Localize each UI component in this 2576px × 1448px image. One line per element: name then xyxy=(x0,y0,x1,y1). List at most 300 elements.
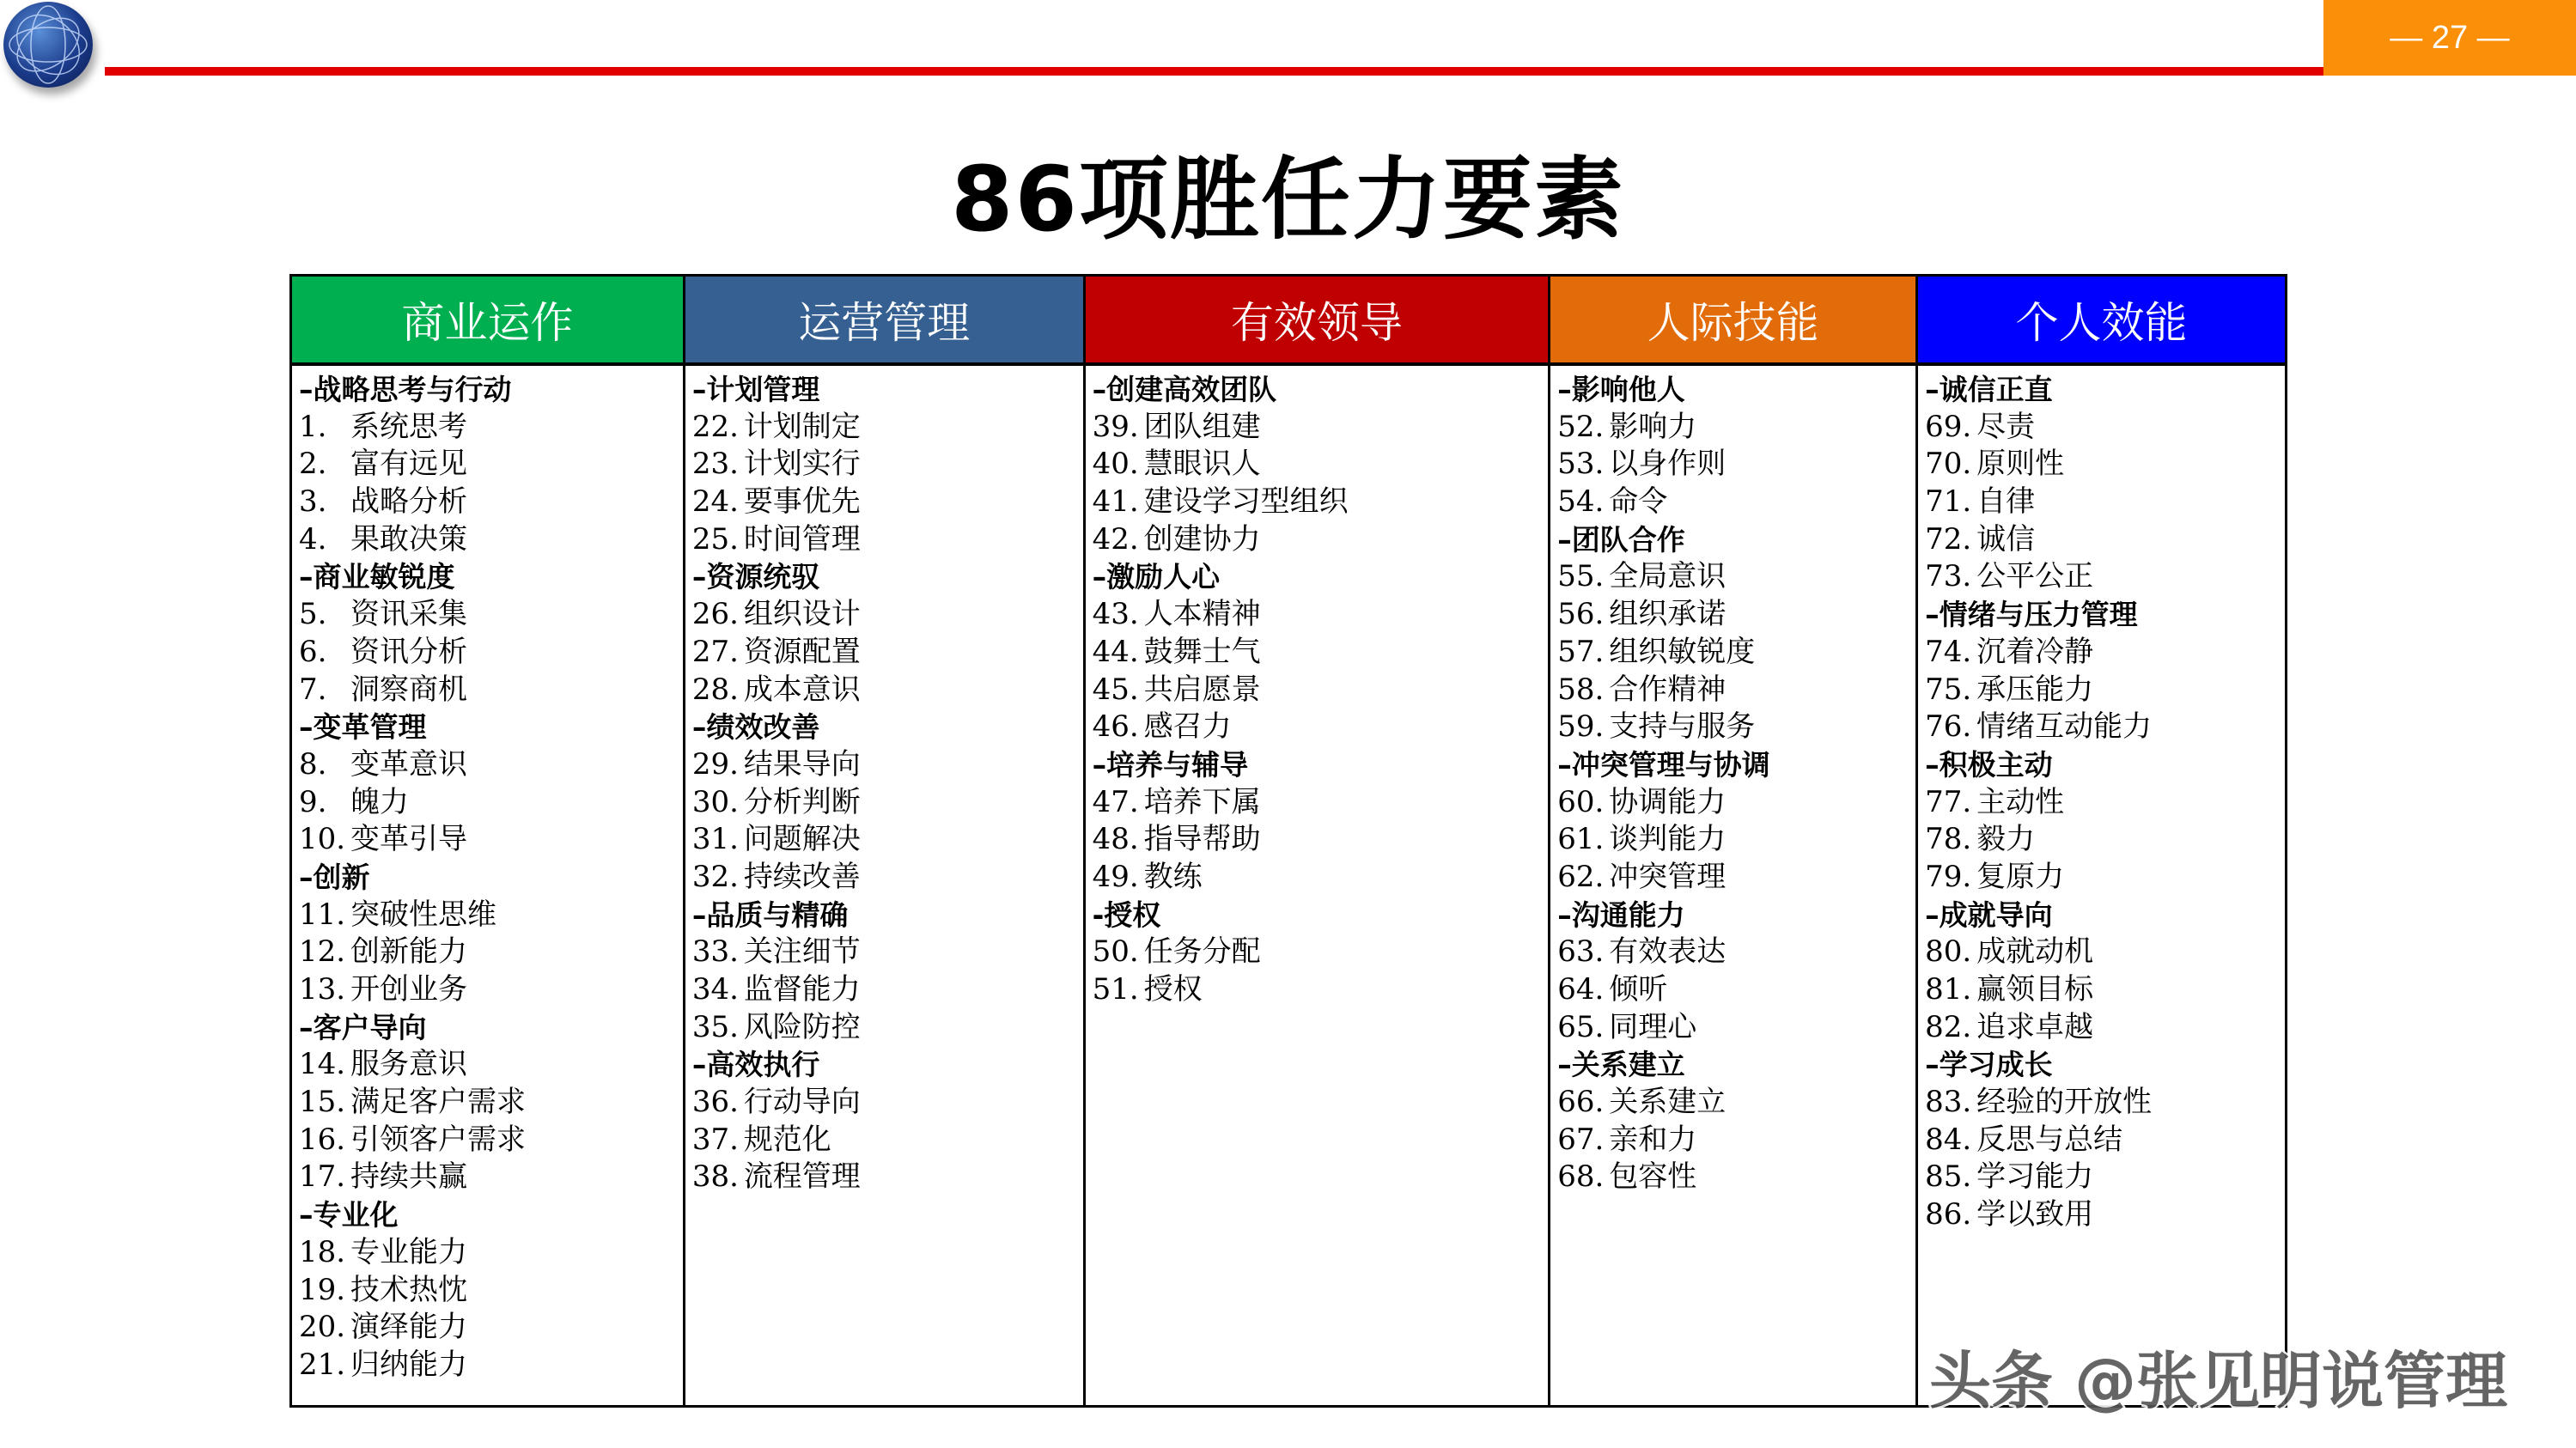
competency-item xyxy=(299,446,683,484)
item-number: 83. xyxy=(1925,1085,1972,1120)
item-label: 分析判断 xyxy=(743,784,861,819)
item-label: 创建协力 xyxy=(1143,521,1261,557)
item-label: –积极主动 xyxy=(1925,747,2053,782)
item-number: 69. xyxy=(1925,409,1972,444)
column-body xyxy=(685,366,1083,1196)
item-number: 48. xyxy=(1092,822,1139,857)
category-heading xyxy=(692,1046,1083,1084)
item-number: 81. xyxy=(1925,972,1972,1007)
item-number: 26. xyxy=(691,597,739,632)
item-number: 33. xyxy=(691,934,739,970)
item-number: 67. xyxy=(1557,1122,1605,1157)
competency-item xyxy=(692,1159,1083,1196)
competency-item xyxy=(299,1309,683,1347)
item-label: –计划管理 xyxy=(691,373,820,406)
item-number: 45. xyxy=(1092,672,1139,707)
item-label: 谈判能力 xyxy=(1609,822,1726,857)
item-label: 人本精神 xyxy=(1143,597,1261,632)
category-heading xyxy=(1093,746,1549,784)
item-label: 经验的开放性 xyxy=(1976,1085,2153,1120)
competency-item xyxy=(1093,934,1549,971)
competency-item xyxy=(1093,634,1549,672)
globe-icon xyxy=(3,2,93,88)
competency-item xyxy=(1093,821,1549,859)
item-number: 28. xyxy=(691,672,739,707)
competency-item xyxy=(692,1122,1083,1159)
item-number: 22. xyxy=(691,409,739,444)
competency-item xyxy=(1093,859,1549,897)
item-label: 合作精神 xyxy=(1609,672,1726,707)
item-number: 44. xyxy=(1092,634,1139,669)
category-heading xyxy=(692,709,1083,746)
category-heading xyxy=(1093,558,1549,596)
competency-item xyxy=(1557,1122,1915,1159)
item-number: 54. xyxy=(1557,484,1605,520)
item-number: 79. xyxy=(1925,859,1972,894)
item-number: 18. xyxy=(299,1234,346,1269)
item-number: 20. xyxy=(299,1310,346,1345)
category-heading xyxy=(299,1009,683,1047)
item-number: 41. xyxy=(1092,484,1139,520)
column-2 xyxy=(685,277,1086,1405)
item-label: –创建高效团队 xyxy=(1092,373,1277,406)
column-body xyxy=(292,366,683,1384)
column-body xyxy=(1918,366,2285,1234)
competency-item xyxy=(1557,821,1915,859)
category-heading xyxy=(1925,897,2285,934)
competency-item xyxy=(1925,634,2285,672)
item-label: 持续共赢 xyxy=(350,1159,467,1195)
category-heading xyxy=(1093,371,1549,409)
item-label: 慧眼识人 xyxy=(1143,447,1261,482)
item-label: –商业敏锐度 xyxy=(299,560,455,594)
item-label: 承压能力 xyxy=(1976,672,2094,707)
item-label: 学以致用 xyxy=(1976,1197,2094,1232)
competency-item xyxy=(1093,971,1549,1009)
item-label: 建设学习型组织 xyxy=(1143,484,1349,520)
item-number: 51. xyxy=(1092,972,1139,1007)
item-number: 10. xyxy=(299,822,346,857)
item-label: –高效执行 xyxy=(691,1048,820,1082)
item-number: 60. xyxy=(1557,784,1605,819)
item-label: 原则性 xyxy=(1976,447,2065,482)
item-label: 共启愿景 xyxy=(1143,672,1261,707)
competency-item xyxy=(1557,971,1915,1009)
competency-item xyxy=(1557,672,1915,709)
item-label: –战略思考与行动 xyxy=(299,373,512,406)
item-number: 15. xyxy=(299,1085,346,1120)
competency-item xyxy=(1557,634,1915,672)
competency-table xyxy=(289,274,2287,1408)
category-heading xyxy=(299,859,683,897)
item-label: –变革管理 xyxy=(299,710,427,745)
item-label: 归纳能力 xyxy=(350,1347,467,1382)
competency-item xyxy=(1925,971,2285,1009)
item-number: 5. xyxy=(299,597,327,632)
column-header: 人际技能 xyxy=(1550,277,1915,366)
category-heading xyxy=(1925,746,2285,784)
item-label: 计划制定 xyxy=(743,409,861,444)
item-number: 30. xyxy=(691,784,739,819)
item-number: 72. xyxy=(1925,521,1972,557)
item-label: 演绎能力 xyxy=(350,1310,467,1345)
competency-item xyxy=(1093,409,1549,447)
item-number: 24. xyxy=(691,484,739,520)
competency-item xyxy=(299,596,683,634)
page-number: — 27 — xyxy=(2323,0,2576,76)
competency-item xyxy=(692,971,1083,1009)
competency-item xyxy=(299,1272,683,1310)
item-number: 23. xyxy=(691,447,739,482)
item-label: 组织承诺 xyxy=(1609,597,1726,632)
item-number: 62. xyxy=(1557,859,1605,894)
category-heading xyxy=(1557,521,1915,559)
item-label: 服务意识 xyxy=(350,1047,467,1082)
item-label: 冲突管理 xyxy=(1609,859,1726,894)
item-number: 58. xyxy=(1557,672,1605,707)
item-number: 35. xyxy=(691,1009,739,1044)
item-number: 7. xyxy=(299,672,327,707)
column-header: 有效领导 xyxy=(1086,277,1549,366)
competency-item xyxy=(692,746,1083,784)
item-number: 19. xyxy=(299,1272,346,1307)
item-number: 21. xyxy=(299,1347,346,1382)
category-heading xyxy=(1093,897,1549,934)
item-number: 42. xyxy=(1092,521,1139,557)
item-number: 4. xyxy=(299,521,327,557)
item-number: 2. xyxy=(299,447,327,482)
competency-item xyxy=(1925,1009,2285,1047)
item-label: 创新能力 xyxy=(350,934,467,970)
globe-logo xyxy=(3,2,93,88)
item-number: 49. xyxy=(1092,859,1139,894)
column-body xyxy=(1086,366,1549,1009)
item-number: 16. xyxy=(299,1122,346,1157)
item-label: 资源配置 xyxy=(743,634,861,669)
competency-item xyxy=(299,634,683,672)
item-label: 监督能力 xyxy=(743,972,861,1007)
item-label: 团队组建 xyxy=(1143,409,1261,444)
item-number: 52. xyxy=(1557,409,1605,444)
item-number: 17. xyxy=(299,1159,346,1195)
item-label: 持续改善 xyxy=(743,859,861,894)
item-label: 公平公正 xyxy=(1976,559,2094,594)
competency-item xyxy=(1925,934,2285,971)
item-label: 系统思考 xyxy=(350,409,467,444)
item-number: 29. xyxy=(691,746,739,782)
item-label: 开创业务 xyxy=(350,972,467,1007)
item-number: 66. xyxy=(1557,1085,1605,1120)
category-heading xyxy=(1925,371,2285,409)
competency-item xyxy=(1557,859,1915,897)
item-label: 有效表达 xyxy=(1609,934,1726,970)
competency-item xyxy=(692,484,1083,521)
competency-item xyxy=(1925,409,2285,447)
competency-item xyxy=(692,1009,1083,1047)
item-number: 68. xyxy=(1557,1159,1605,1195)
competency-item xyxy=(692,672,1083,709)
competency-item xyxy=(299,1159,683,1196)
item-number: 25. xyxy=(691,521,739,557)
item-label: 富有远见 xyxy=(350,447,467,482)
item-label: 引领客户需求 xyxy=(350,1122,526,1157)
item-number: 70. xyxy=(1925,447,1972,482)
competency-item xyxy=(299,1084,683,1122)
item-label: 组织设计 xyxy=(743,597,861,632)
item-label: –诚信正直 xyxy=(1925,373,2053,406)
item-number: 46. xyxy=(1092,709,1139,745)
competency-item xyxy=(299,746,683,784)
item-label: 自律 xyxy=(1976,484,2036,520)
competency-item xyxy=(1557,784,1915,822)
competency-item xyxy=(692,446,1083,484)
column-4 xyxy=(1550,277,1918,1405)
item-label: 流程管理 xyxy=(743,1159,861,1195)
item-label: 关系建立 xyxy=(1609,1085,1726,1120)
item-label: 组织敏锐度 xyxy=(1609,634,1756,669)
item-label: 授权 xyxy=(1143,972,1203,1007)
item-label: 影响力 xyxy=(1609,409,1697,444)
item-number: 84. xyxy=(1925,1122,1972,1157)
item-label: 魄力 xyxy=(350,784,409,819)
item-label: 时间管理 xyxy=(743,521,861,557)
item-number: 8. xyxy=(299,746,327,782)
item-label: 结果导向 xyxy=(743,746,861,782)
item-label: -授权 xyxy=(1092,897,1161,932)
competency-item xyxy=(1925,521,2285,559)
item-label: 亲和力 xyxy=(1609,1122,1697,1157)
item-label: 毅力 xyxy=(1976,822,2036,857)
competency-item xyxy=(1925,1159,2285,1196)
competency-item xyxy=(299,1347,683,1384)
category-heading xyxy=(1557,371,1915,409)
item-label: –创新 xyxy=(299,860,370,894)
category-heading xyxy=(299,1196,683,1234)
item-label: 问题解决 xyxy=(743,822,861,857)
item-label: 命令 xyxy=(1609,484,1668,520)
competency-item xyxy=(1557,709,1915,746)
item-label: 突破性思维 xyxy=(350,897,496,932)
item-label: –冲突管理与协调 xyxy=(1557,747,1770,782)
competency-item xyxy=(299,1234,683,1272)
item-number: 9. xyxy=(299,784,327,819)
category-heading xyxy=(299,371,683,409)
competency-item xyxy=(1925,672,2285,709)
category-heading xyxy=(692,558,1083,596)
column-body xyxy=(1550,366,1915,1196)
item-number: 64. xyxy=(1557,972,1605,1007)
item-label: 满足客户需求 xyxy=(350,1085,526,1120)
item-label: –激励人心 xyxy=(1092,560,1221,594)
item-label: 任务分配 xyxy=(1143,934,1261,970)
competency-item xyxy=(1925,784,2285,822)
item-number: 6. xyxy=(299,634,327,669)
item-label: 以身作则 xyxy=(1609,447,1726,482)
category-heading xyxy=(299,709,683,746)
item-label: 关注细节 xyxy=(743,934,861,970)
watermark: 头条 @张见明说管理 xyxy=(1929,1345,2508,1417)
competency-item xyxy=(299,672,683,709)
item-label: 包容性 xyxy=(1609,1159,1697,1195)
item-label: –影响他人 xyxy=(1557,373,1685,406)
item-number: 53. xyxy=(1557,447,1605,482)
category-heading xyxy=(1557,746,1915,784)
competency-item xyxy=(1557,596,1915,634)
item-number: 61. xyxy=(1557,822,1605,857)
competency-item xyxy=(1557,484,1915,521)
item-label: –学习成长 xyxy=(1925,1048,2053,1082)
competency-item xyxy=(1093,672,1549,709)
item-number: 1. xyxy=(299,409,327,444)
category-heading xyxy=(692,371,1083,409)
header-divider xyxy=(105,67,2325,76)
column-header: 个人效能 xyxy=(1918,277,2285,366)
item-number: 80. xyxy=(1925,934,1972,970)
item-label: 教练 xyxy=(1143,859,1203,894)
competency-item xyxy=(692,596,1083,634)
item-number: 36. xyxy=(691,1085,739,1120)
competency-item xyxy=(1925,1122,2285,1159)
category-heading xyxy=(1925,596,2285,634)
category-heading xyxy=(1925,1046,2285,1084)
item-label: 技术热忱 xyxy=(350,1272,467,1307)
item-label: 资讯分析 xyxy=(350,634,467,669)
item-label: 洞察商机 xyxy=(350,672,467,707)
item-label: –品质与精确 xyxy=(691,897,849,932)
item-label: 同理心 xyxy=(1609,1009,1697,1044)
item-label: 成本意识 xyxy=(743,672,861,707)
item-label: 变革意识 xyxy=(350,746,467,782)
item-number: 65. xyxy=(1557,1009,1605,1044)
item-number: 39. xyxy=(1092,409,1139,444)
item-label: 行动导向 xyxy=(743,1085,861,1120)
item-number: 73. xyxy=(1925,559,1972,594)
competency-item xyxy=(299,784,683,822)
item-label: 感召力 xyxy=(1143,709,1232,745)
competency-item xyxy=(692,934,1083,971)
category-heading xyxy=(299,558,683,596)
competency-item xyxy=(1557,446,1915,484)
competency-item xyxy=(299,897,683,934)
item-label: 战略分析 xyxy=(350,484,467,520)
category-heading xyxy=(1557,897,1915,934)
item-label: 赢领目标 xyxy=(1976,972,2094,1007)
competency-item xyxy=(299,821,683,859)
competency-item xyxy=(692,634,1083,672)
item-number: 47. xyxy=(1092,784,1139,819)
item-number: 12. xyxy=(299,934,346,970)
item-label: 规范化 xyxy=(743,1122,831,1157)
item-label: 风险防控 xyxy=(743,1009,861,1044)
item-number: 32. xyxy=(691,859,739,894)
competency-item xyxy=(299,971,683,1009)
page-title: 86项胜任力要素 xyxy=(951,147,1625,252)
item-label: –成就导向 xyxy=(1925,897,2053,932)
item-label: –培养与辅导 xyxy=(1092,747,1249,782)
item-label: 指导帮助 xyxy=(1143,822,1261,857)
competency-item xyxy=(1093,521,1549,559)
competency-item xyxy=(1925,821,2285,859)
item-label: 全局意识 xyxy=(1609,559,1726,594)
column-header: 运营管理 xyxy=(685,277,1083,366)
column-1 xyxy=(292,277,685,1405)
item-label: –绩效改善 xyxy=(691,710,820,745)
competency-item xyxy=(299,934,683,971)
item-number: 34. xyxy=(691,972,739,1007)
item-label: 学习能力 xyxy=(1976,1159,2094,1195)
item-number: 85. xyxy=(1925,1159,1972,1195)
item-label: 追求卓越 xyxy=(1976,1009,2094,1044)
item-number: 31. xyxy=(691,822,739,857)
competency-item xyxy=(1557,409,1915,447)
competency-item xyxy=(1557,558,1915,596)
item-label: –情绪与压力管理 xyxy=(1925,598,2138,632)
competency-item xyxy=(299,1122,683,1159)
item-label: 计划实行 xyxy=(743,447,861,482)
item-number: 3. xyxy=(299,484,327,520)
item-number: 74. xyxy=(1925,634,1972,669)
category-heading xyxy=(692,897,1083,934)
item-number: 50. xyxy=(1092,934,1139,970)
item-label: 专业能力 xyxy=(350,1234,467,1269)
competency-item xyxy=(299,484,683,521)
item-number: 37. xyxy=(691,1122,739,1157)
item-label: 情绪互动能力 xyxy=(1976,709,2153,745)
item-number: 82. xyxy=(1925,1009,1972,1044)
item-number: 14. xyxy=(299,1047,346,1082)
item-number: 40. xyxy=(1092,447,1139,482)
item-number: 11. xyxy=(299,897,346,932)
competency-item xyxy=(1093,446,1549,484)
competency-item xyxy=(692,784,1083,822)
item-label: 支持与服务 xyxy=(1609,709,1756,745)
competency-item xyxy=(1093,596,1549,634)
competency-item xyxy=(692,1084,1083,1122)
competency-item xyxy=(1925,446,2285,484)
item-number: 38. xyxy=(691,1159,739,1195)
item-number: 56. xyxy=(1557,597,1605,632)
competency-item xyxy=(1925,859,2285,897)
item-number: 71. xyxy=(1925,484,1972,520)
competency-item xyxy=(299,409,683,447)
item-label: 倾听 xyxy=(1609,972,1668,1007)
item-label: 鼓舞士气 xyxy=(1143,634,1261,669)
column-header: 商业运作 xyxy=(292,277,683,366)
column-5 xyxy=(1918,277,2285,1405)
competency-item xyxy=(1925,558,2285,596)
item-label: 果敢决策 xyxy=(350,521,467,557)
item-label: 主动性 xyxy=(1976,784,2065,819)
item-label: –专业化 xyxy=(299,1198,399,1232)
item-label: –客户导向 xyxy=(299,1010,427,1044)
competency-item xyxy=(1557,934,1915,971)
item-number: 27. xyxy=(691,634,739,669)
competency-item xyxy=(1557,1084,1915,1122)
competency-item xyxy=(1093,484,1549,521)
item-number: 43. xyxy=(1092,597,1139,632)
item-label: –团队合作 xyxy=(1557,522,1685,557)
competency-item xyxy=(1093,709,1549,746)
item-label: 复原力 xyxy=(1976,859,2065,894)
item-number: 86. xyxy=(1925,1197,1972,1232)
item-number: 55. xyxy=(1557,559,1605,594)
item-label: 培养下属 xyxy=(1143,784,1261,819)
column-3 xyxy=(1086,277,1551,1405)
competency-item xyxy=(1093,784,1549,822)
item-number: 75. xyxy=(1925,672,1972,707)
item-number: 57. xyxy=(1557,634,1605,669)
competency-item xyxy=(299,521,683,559)
